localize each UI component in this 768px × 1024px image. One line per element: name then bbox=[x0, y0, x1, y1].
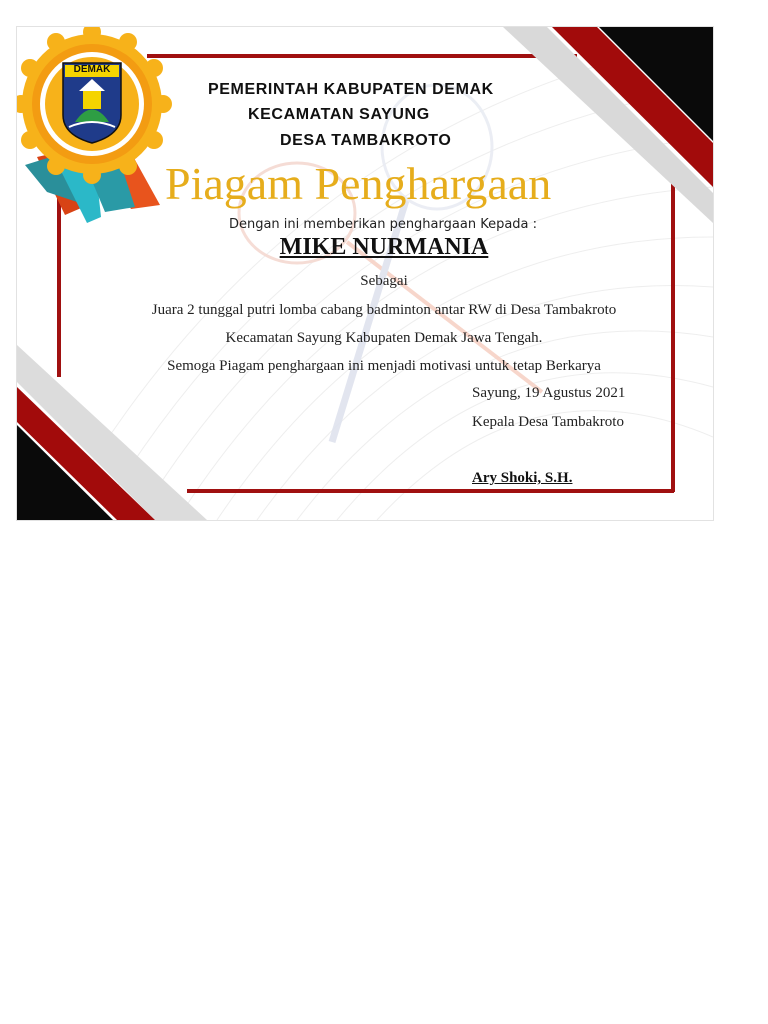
header-village: DESA TAMBAKROTO bbox=[280, 132, 452, 149]
signer-position: Kepala Desa Tambakroto bbox=[472, 414, 624, 430]
header-district: KECAMATAN SAYUNG bbox=[248, 106, 430, 123]
header-government: PEMERINTAH KABUPATEN DEMAK bbox=[208, 81, 494, 98]
certificate-title: Piagam Penghargaan bbox=[165, 158, 552, 209]
achievement-line-1: Juara 2 tunggal putri lomba cabang badminton antar RW di Desa Tambakroto bbox=[151, 302, 617, 318]
achievement-line-2: Kecamatan Sayung Kabupaten Demak Jawa Tengah. bbox=[225, 330, 543, 346]
recipient-name: MIKE NURMANIA bbox=[279, 234, 489, 260]
demak-emblem-icon bbox=[63, 63, 121, 143]
intro-text: Dengan ini memberikan penghargaan Kepada : bbox=[228, 217, 538, 232]
emblem-label: DEMAK bbox=[73, 64, 111, 75]
signer-name: Ary Shoki, S.H. bbox=[472, 470, 573, 486]
certificate bbox=[17, 27, 713, 520]
motivation-line: Semoga Piagam penghargaan ini menjadi motivasi untuk tetap Berkarya bbox=[167, 358, 601, 374]
place-date: Sayung, 19 Agustus 2021 bbox=[472, 385, 626, 401]
sebagai-text: Sebagai bbox=[360, 273, 408, 289]
